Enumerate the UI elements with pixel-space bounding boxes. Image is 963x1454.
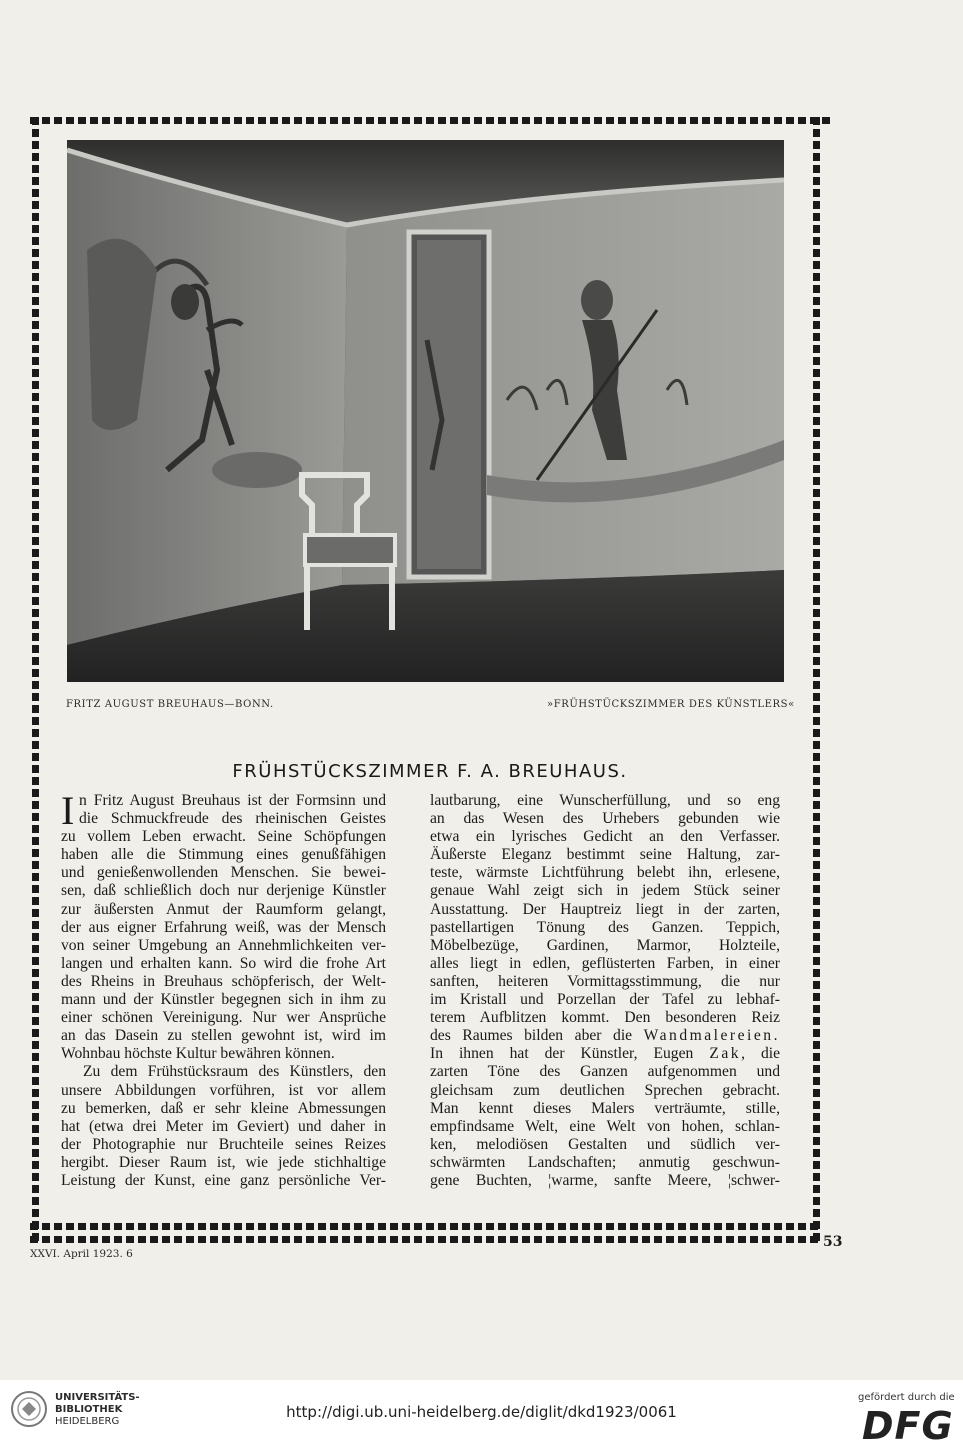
drop-cap: I bbox=[61, 788, 75, 833]
text-line: an das Dasein zu stellen gewohnt ist, wird im bbox=[61, 1027, 386, 1045]
text-line: pastellartigen Tönung des Ganzen. Teppich, bbox=[430, 918, 780, 936]
text-line: n Fritz August Breuhaus ist der Formsinn und bbox=[79, 792, 386, 809]
text-line-with-spaced-word bbox=[430, 1027, 780, 1045]
source-url[interactable]: http://digi.ub.uni-heidelberg.de/diglit/dkd1923/0061 bbox=[286, 1403, 677, 1421]
photo-caption-left: FRITZ AUGUST BREUHAUS—BONN. bbox=[66, 699, 274, 710]
text-line: zarten Töne des Ganzen aufgenommen und bbox=[430, 1063, 780, 1081]
text-fragment: , die bbox=[741, 1045, 780, 1063]
uni-line: HEIDELBERG bbox=[55, 1416, 120, 1427]
text-line: Man kennt dieses Malers verträumte, stille, bbox=[430, 1099, 780, 1117]
text-line: mann und der Künstler begegnen sich in ihm zu bbox=[61, 991, 386, 1009]
page-number: 53 bbox=[823, 1234, 843, 1250]
text-fragment: In ihnen hat der Künstler, Eugen bbox=[430, 1045, 694, 1063]
text-line: alles liegt in edlen, geflüsterten Farben, in einer bbox=[430, 954, 780, 972]
text-line: hat (etwa drei Meter im Geviert) und daher in bbox=[61, 1117, 386, 1135]
frame-bottom-2 bbox=[30, 1236, 820, 1243]
text-line: an das Wesen des Urhebers gebunden wie bbox=[430, 810, 780, 828]
text-line: der Photographie nur Bruchteile seines Reizes bbox=[61, 1135, 386, 1153]
text-line: zu bemerken, daß er sehr kleine Abmessungen bbox=[61, 1099, 386, 1117]
room-photograph bbox=[67, 140, 784, 682]
text-line: die Schmuckfreude des rheinischen Geistes bbox=[79, 810, 386, 828]
text-line-with-spaced-word bbox=[430, 1045, 780, 1063]
text-line: langen und erhalten kann. So wird die frohe Art bbox=[61, 954, 386, 972]
text-line: genaue Wahl zeigt sich in jedem Stück seiner bbox=[430, 882, 780, 900]
text-line: empfindsame Welt, eine Welt von hohen, schlan- bbox=[430, 1117, 780, 1135]
frame-left bbox=[32, 117, 39, 1242]
text-line: gleichsam zum deutlichen Sprechen gebracht. bbox=[430, 1081, 780, 1099]
text-line: etwa ein lyrisches Gedicht an den Verfasser. bbox=[430, 828, 780, 846]
text-line: ken, melodiösen Gestalten und südlich ver- bbox=[430, 1135, 780, 1153]
frame-right bbox=[813, 117, 820, 1242]
dfg-logo: DFG bbox=[862, 1404, 954, 1448]
text-line: teste, wärmste Lichtführung belebt ihn, erlesene, bbox=[430, 864, 780, 882]
text-line: im Kristall und Porzellan der Tafel zu lebhaf- bbox=[430, 991, 780, 1009]
text-line: des Rheins in Breuhaus schöpferisch, der Welt- bbox=[61, 972, 386, 990]
article-title: FRÜHSTÜCKSZIMMER F. A. BREUHAUS. bbox=[232, 761, 628, 782]
text-line: Zu dem Frühstücksraum des Künstlers, den bbox=[83, 1063, 386, 1081]
uni-line: UNIVERSITÄTS- bbox=[55, 1392, 140, 1403]
text-line: gene Buchten, ¦warme, sanfte Meere, ¦schwer- bbox=[430, 1171, 780, 1189]
text-line: terem Aufblitzen kommt. Den besonderen Reiz bbox=[430, 1009, 780, 1027]
room-illustration bbox=[67, 140, 784, 682]
frame-bottom bbox=[30, 1223, 820, 1230]
text-line: zur äußersten Anmut der Raumform gelangt, bbox=[61, 900, 386, 918]
text-column-right bbox=[430, 792, 780, 1190]
spaced-word: Wandmalereien. bbox=[643, 1027, 780, 1045]
text-line: haben alle die Stimmung eines genußfähigen bbox=[61, 846, 386, 864]
text-line: zu vollem Leben erwacht. Seine Schöpfungen bbox=[61, 828, 386, 846]
text-line: einer schönen Vereinigung. Nur wer Ansprüche bbox=[61, 1009, 386, 1027]
text-line: unsere Abbildungen vorführen, ist vor allem bbox=[61, 1081, 386, 1099]
text-line: Leistung der Kunst, eine ganz persönliche Ver- bbox=[61, 1171, 386, 1189]
text-line: Wohnbau höchste Kultur bewähren können. bbox=[61, 1045, 335, 1063]
dfg-label: gefördert durch die bbox=[858, 1392, 955, 1403]
text-line: sen, daß schließlich doch nur derjenige Künstler bbox=[61, 882, 386, 900]
uni-line: BIBLIOTHEK bbox=[55, 1404, 123, 1415]
photo-caption-right: »FRÜHSTÜCKSZIMMER DES KÜNSTLERS« bbox=[547, 699, 795, 710]
text-line: sanften, heiteren Vormittagsstimmung, die nur bbox=[430, 972, 780, 990]
frame-top bbox=[30, 117, 830, 124]
text-line: der aus eigner Erfahrung weiß, was der Mensch bbox=[61, 918, 386, 936]
text-line: lautbarung, eine Wunscherfüllung, und so eng bbox=[430, 792, 780, 809]
text-line: hergibt. Dieser Raum ist, wie jede stichhaltige bbox=[61, 1153, 386, 1171]
issue-line: XXVI. April 1923. 6 bbox=[30, 1248, 133, 1260]
text-column-left bbox=[61, 788, 386, 1190]
text-line: Äußerste Eleganz bestimmt seine Haltung, zar- bbox=[430, 846, 780, 864]
text-line: von seiner Umgebung an Annehmlichkeiten ver- bbox=[61, 936, 386, 954]
text-line: Möbelbezüge, Gardinen, Marmor, Holzteile, bbox=[430, 936, 780, 954]
text-line: und genießenwollenden Menschen. Sie bewei- bbox=[61, 864, 386, 882]
text-line: schwärmten Landschaften; anmutig geschwun- bbox=[430, 1153, 780, 1171]
spaced-word: Zak bbox=[709, 1045, 742, 1063]
text-fragment: des Raumes bilden aber die bbox=[430, 1027, 633, 1045]
text-line: Ausstattung. Der Hauptreiz liegt in der zarten, bbox=[430, 900, 780, 918]
